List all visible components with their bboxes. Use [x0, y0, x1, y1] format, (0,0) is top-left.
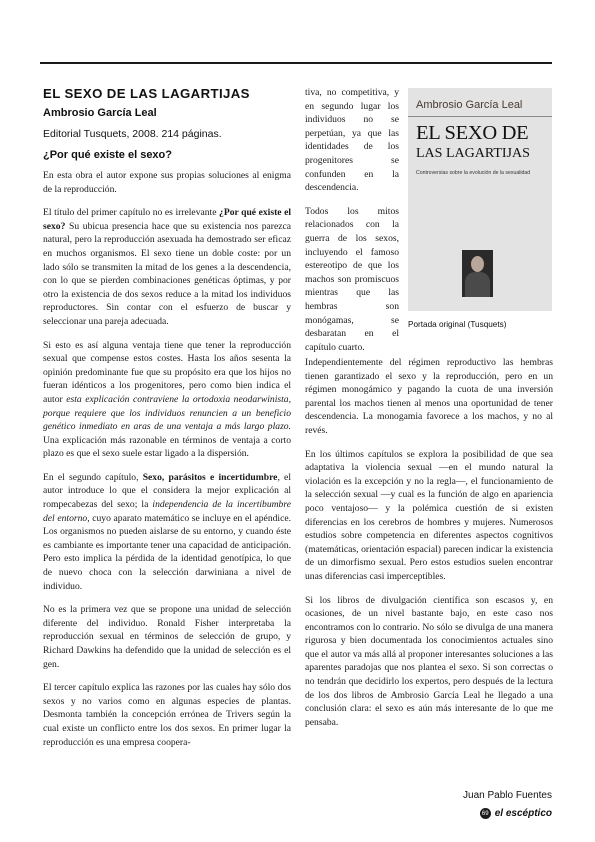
- cover-caption: Portada original (Tusquets): [408, 320, 507, 329]
- book-cover-image: [408, 88, 552, 311]
- paragraph: En los últimos capítulos se explora la posibilidad de que sea adaptativa la violencia sexual —en el mundo natural la violación es la excepción y no la regla—, el funcionamiento de la selección sexual —y cual es la función de algo en apariencia poco ventajoso— y la polémica cuestión de si existen diferencias en los cerebros de hombres y mujeres. Numerosos estudios sobre competencia en diferentes aspectos cognitivos (matemáticas, orientación espacial) parecen indicar la existencia de un dimorfismo sexual. Pero estos estudios suelen encontrar unas diferencias casi imperceptibles.: [305, 448, 553, 582]
- author-photo: [462, 250, 493, 297]
- article-title: EL SEXO DE LAS LAGARTIJAS: [43, 86, 250, 101]
- cover-author: Ambrosio García Leal: [416, 99, 523, 111]
- cover-title-line1: EL SEXO DE: [416, 122, 529, 144]
- paragraph: Si los libros de divulgación científica son escasos y, en ocasiones, de un nivel bastante bajo, en este caso nos encontramos con lo contrario. No sólo se divulga de una manera rigurosa y bien documentada los conocimientos actuales sino que el autor va más allá al proponer interesantes soluciones a las aparentes paradojas que nos plantea el sexo. Si son correctas o no tendrán que decidirlo los expertos, pero después de la lectura de los dos libros de Ambrosio García Leal he llegado a una conclusión clara: el sexo es aún más interesante de lo que me pensaba.: [305, 594, 553, 728]
- cover-title-line2: LAS LAGARTIJAS: [416, 146, 530, 161]
- cover-divider: [408, 116, 552, 117]
- article-subheading: ¿Por qué existe el sexo?: [43, 149, 172, 161]
- photo-body: [465, 272, 490, 297]
- paragraph: El tercer capítulo explica las razones por las cuales hay sólo dos sexos y no varios como en algunas especies de plantas. Desmonta también la concepción errónea de Trivers según la cual existe un conflicto entre los dos sexos. En primer lugar la reproducción es una empresa coopera-: [43, 682, 291, 748]
- right-column: [305, 356, 553, 739]
- paragraph: Todos los mitos relacionados con la guerra de los sexos, incluyendo el famoso estereotipo de que los machos son promiscuos mientras que las hembras son monógamas, se desbaratan en el capítulo cuarto.: [305, 205, 399, 353]
- magazine-name: el escéptico: [494, 808, 552, 819]
- top-rule: [40, 62, 552, 64]
- paragraph: tiva, no competitiva, y en segundo lugar los individuos no se perpetúan, ya que las identidades de los progenitores se confunden en la descendencia.: [305, 87, 399, 194]
- middle-column: [305, 86, 399, 364]
- paragraph: El título del primer capítulo no es irrelevante ¿Por qué existe el sexo? Su ubicua presencia hace que su existencia nos parezca natural, pero la reproducción asexuada ha demostrado ser eficaz en muchos organismos. El sexo tiene un doble coste: por un lado sólo se transmiten la mitad de los genes a la descendencia, con lo que se pierden combinaciones genéticas óptimas, y por otro la existencia de dos sexos reduce a la mitad los individuos reproductores. Sin contar con el esfuerzo de buscar y seleccionar una pareja adecuada.: [43, 207, 291, 327]
- paragraph: En el segundo capítulo, Sexo, parásitos e incertidumbre, el autor introduce lo que el considera la mejor explicación al rompecabezas del sexo; la independencia de la incertibumbre del entorno, cuyo aparato matemático se incluye en el apéndice. Los organismos no pueden aislarse de su entorno, y cuando éste es cambiante es importante tener una capacidad de anticipación. Pero esto implica la pérdida de la identidad genotípica, lo que de nuevo choca con la selección darwiniana a nivel de individuo.: [43, 471, 291, 592]
- cover-subtitle: Controversias sobre la evolución de la sexualidad: [416, 170, 531, 176]
- paragraph: No es la primera vez que se propone una unidad de selección diferente del individuo. Ronald Fisher interpretaba la reproducción sexual en términos de selección de grupo, y Richard Dawkins ha defendido que la unidad de selección es el gen.: [43, 604, 291, 670]
- paragraph: Si esto es así alguna ventaja tiene que tener la reproducción sexual que compense estos costes. Hasta los años sesenta la opinión predominante fue que su propósito era que los hijos no fueran idénticos a los progenitores, pero como bien indica el autor esta explicación contraviene la ortodoxia neodarwinista, porque requiere que los individuos renuncien a un beneficio genético inmediato en aras de una ventaja a más largo plazo. Una explicación más razonable en términos de ventaja a corto plazo es que el sexo suele estar ligado a la dispersión.: [43, 339, 291, 460]
- article-author: Ambrosio García Leal: [43, 107, 157, 119]
- publication-info: Editorial Tusquets, 2008. 214 páginas.: [43, 128, 222, 140]
- reviewer-signature: Juan Pablo Fuentes: [463, 790, 552, 801]
- page-footer: [480, 808, 552, 819]
- page-number: 69: [480, 808, 491, 819]
- paragraph: Independientemente del régimen reproductivo las hembras tienen garantizado el sexo y la reproducción, pero en un régimen monogámico y pagando la cuota de una inversión parental los machos tienen al menos una oportunidad de tener descendencia. La monogamia favorece a los machos, y no al revés.: [305, 357, 553, 436]
- left-column: [43, 86, 291, 759]
- photo-face: [471, 256, 484, 272]
- paragraph: En esta obra el autor expone sus propias soluciones al enigma de la reproducción.: [43, 170, 291, 195]
